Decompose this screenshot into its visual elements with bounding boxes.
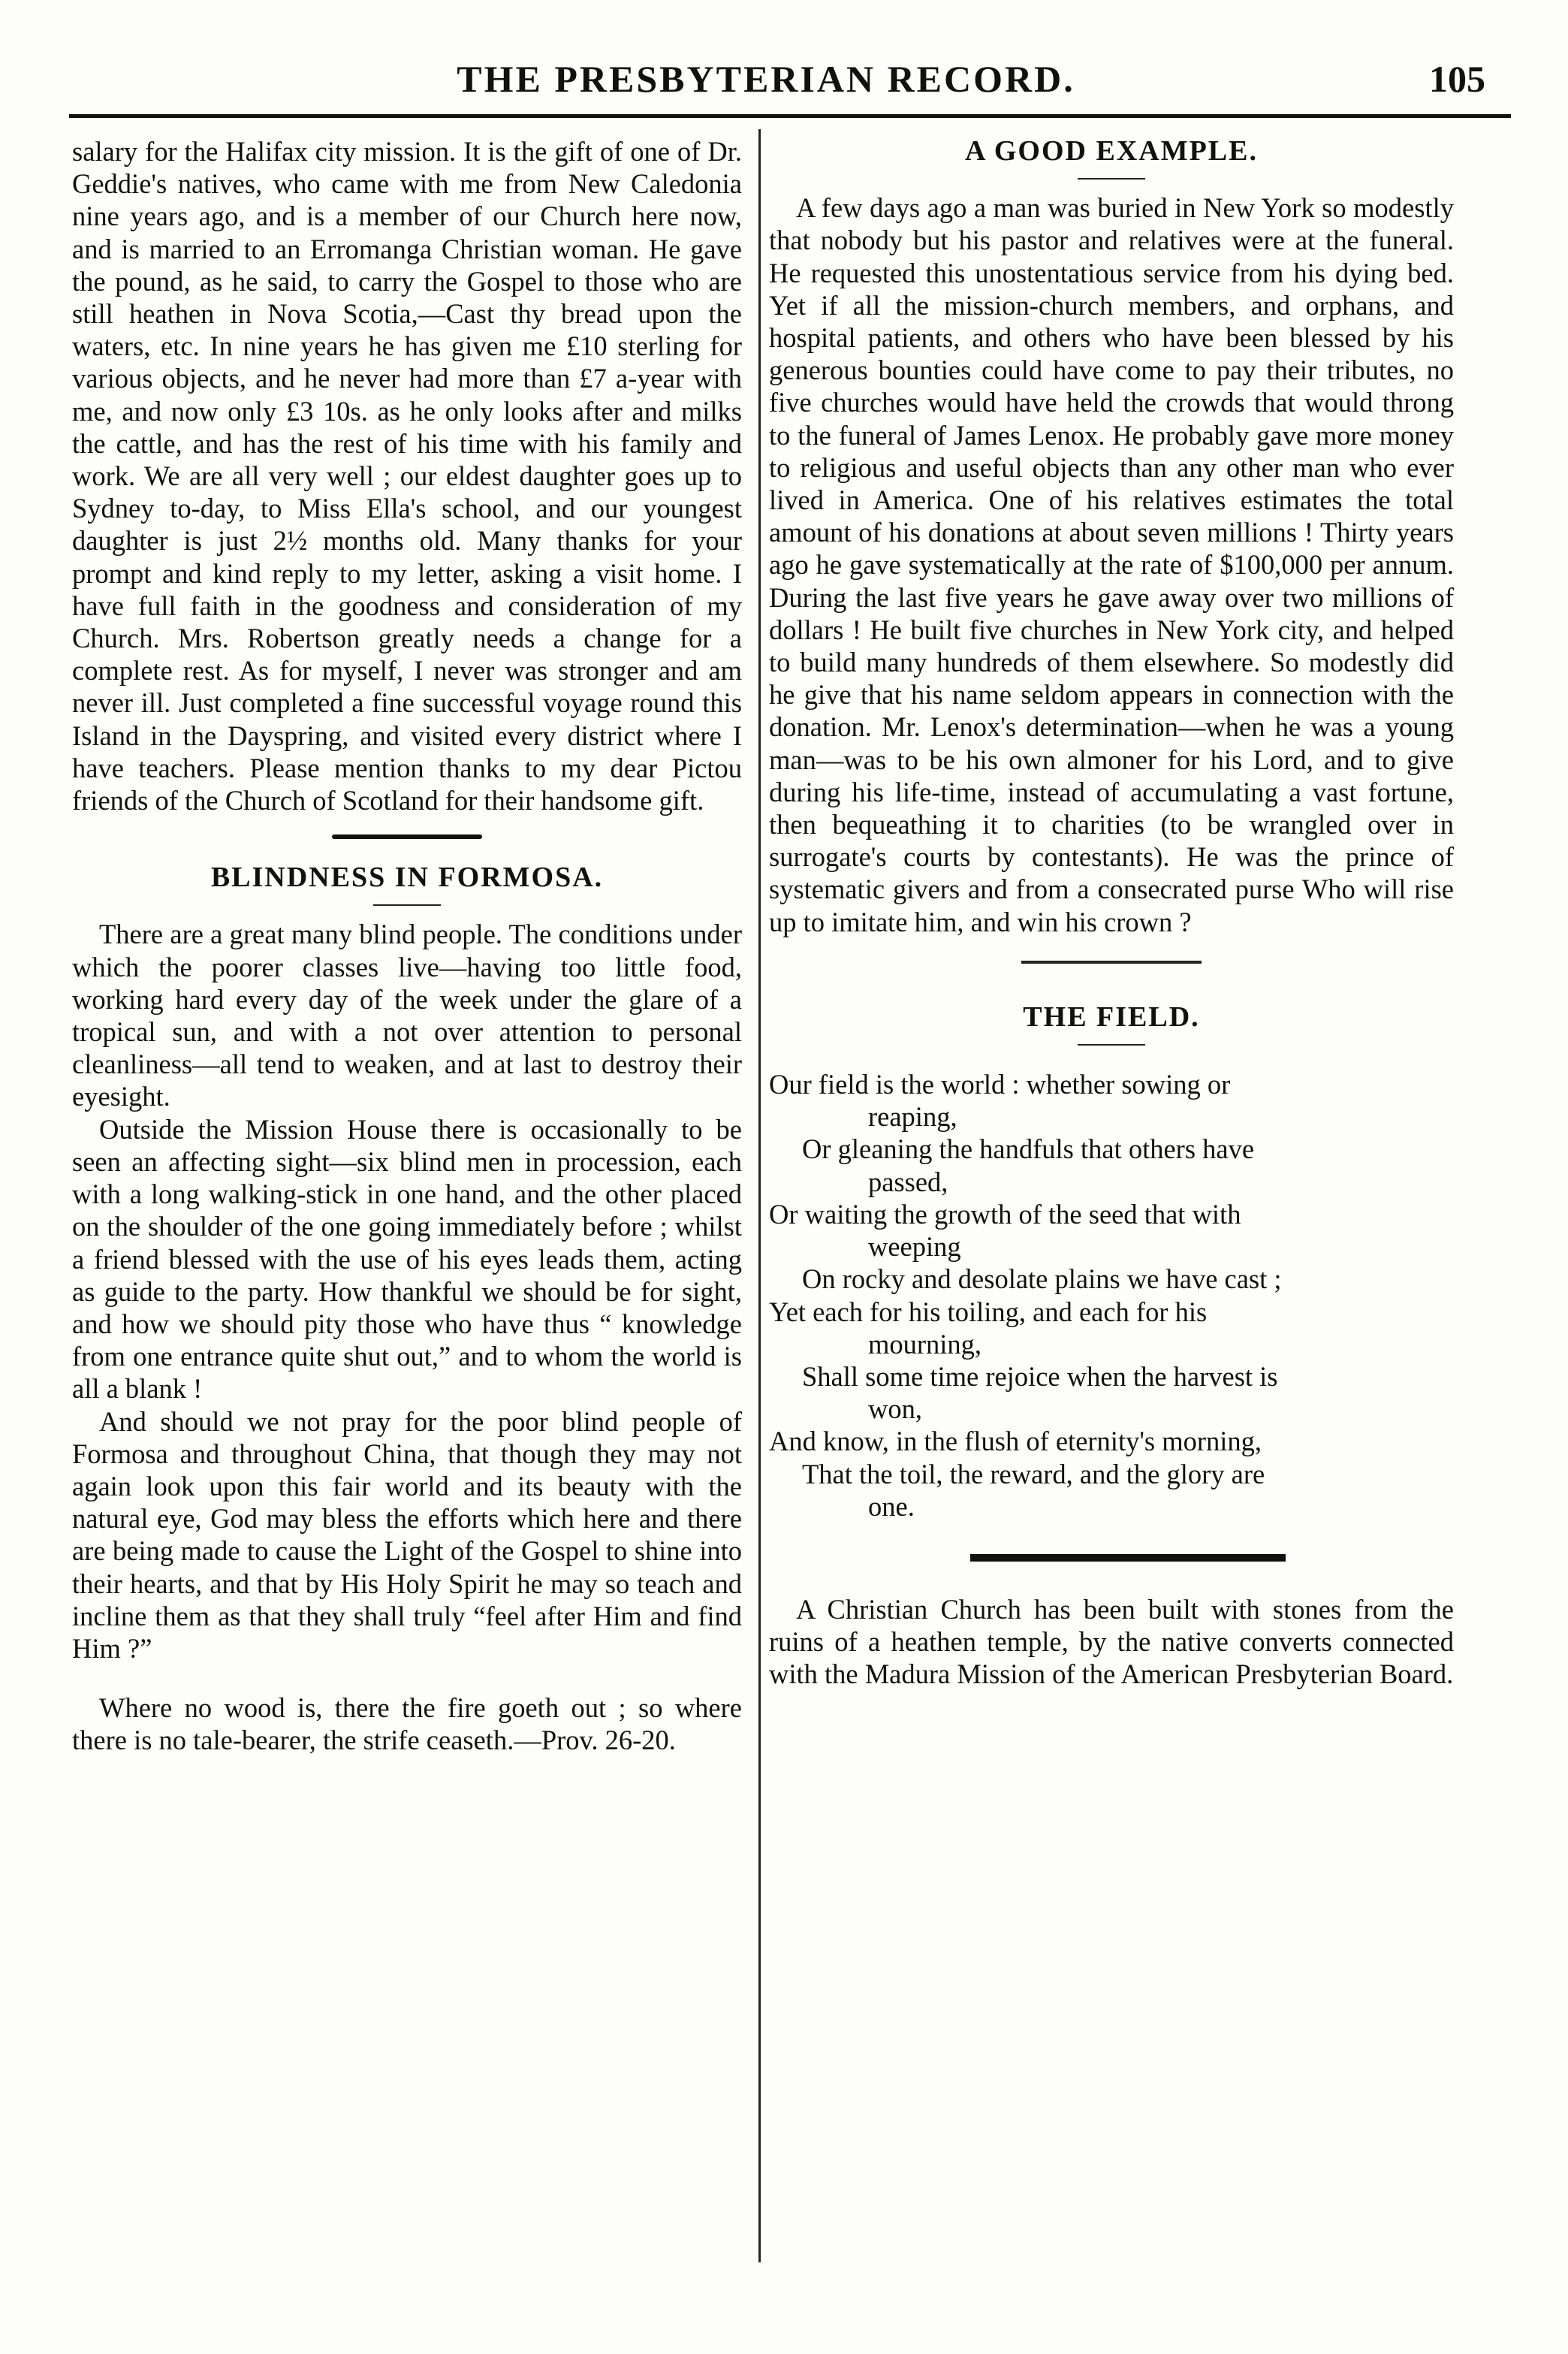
proverb-quote: Where no wood is, there the fire goeth out ; so where there is no tale-bearer, the strife ceaseth.—Prov. 26-20. (72, 1692, 742, 1756)
left-column (72, 135, 742, 1757)
poem-line: weeping (868, 1231, 961, 1263)
poem-line: Yet each for his toiling, and each for his (769, 1296, 1208, 1327)
running-head: THE PRESBYTERIAN RECORD. (457, 58, 1075, 100)
header-rule (69, 114, 1511, 118)
letter-paragraph: salary for the Halifax city mission. It is the gift of one of Dr. Geddie's natives, who came with me from New Caledonia nine years ago, and is a member of our Church here now, and is married to an Erromanga Christian woman. He gave the pound, as he said, to carry the Gospel to those who are still heathen in Nova Scotia,—Cast thy bread upon the waters, etc. In nine years he has given me £10 sterling for various objects, and he never had more than £7 a-year with me, and now only £3 10s. as he only looks after and milks the cattle, and has the rest of his time with his family and work. We are all very well ; our eldest daughter goes up to Sydney to-day, to Miss Ella's school, and our youngest daughter is just 2½ months old. Many thanks for your prompt and kind reply to my letter, asking a visit home. I have full faith in the goodness and consideration of my Church. Mrs. Robertson greatly needs a change for a complete rest. As for myself, I never was stronger and am never ill. Just completed a fine successful voyage round this Island in the Dayspring, and visited every district where I have teachers. Please mention thanks to my dear Pictou friends of the Church of Scotland for their handsome gift. (72, 136, 742, 816)
blindness-paragraph-3: And should we not pray for the poor blind people of Formosa and throughout China, that though they may not again look upon this fair world and its beauty with the natural eye, God may bless the efforts which here and there are being made to cause the Light of the Gospel to shine into their hearts, and that by His Holy Spirit he may so teach and incline them as that they shall truly “feel after Him and find Him ?” (72, 1405, 742, 1664)
poem-line: That the toil, the reward, and the glory are (802, 1458, 1265, 1489)
ornament-divider (332, 834, 482, 839)
poem-line: Our field is the world : whether sowing or (769, 1069, 1231, 1100)
poem-line: On rocky and desolate plains we have cast ; (802, 1263, 1282, 1295)
heading-rule (373, 904, 441, 906)
section-separator (1021, 961, 1202, 964)
field-heading: THE FIELD. (1023, 1000, 1200, 1033)
poem-line: And know, in the flush of eternity's morning, (769, 1426, 1262, 1457)
poem-line: mourning, (868, 1328, 982, 1360)
blindness-paragraph-1: There are a great many blind people. The conditions under which the poorer classes live—having too little food, working hard every day of the week under the glare of a tropical sun, and with a not over attention to personal cleanliness—all tend to weaken, and at last to destroy their eyesight. (72, 919, 742, 1112)
page-number: 105 (1429, 58, 1485, 100)
poem-line: Or waiting the growth of the seed that with (769, 1198, 1241, 1230)
heading-rule (1078, 1044, 1145, 1046)
poem-line: won, (868, 1393, 922, 1425)
example-paragraph: A few days ago a man was buried in New York so modestly that nobody but his pastor and relatives were at the funeral. He requested this unostentatious service from his dying bed. Yet if all the mission-church members, and orphans, and hospital patients, and others who have been blessed by his generous bounties could have come to pay their tributes, no five churches would have held the crowds that would throng to the funeral of James Lenox. He probably gave more money to religious and useful objects than any other man who ever lived in America. One of his relatives estimates the total amount of his donations at about seven millions ! Thirty years ago he gave systematically at the rate of $100,000 per annum. During the last five years he gave away over two millions of dollars ! He built five churches in New York city, and helped to build many hundreds of them elsewhere. So modestly did he give that his name seldom appears in connection with the donation. Mr. Lenox's determination—when he was a young man—was to be his own almoner for his Lord, and to give during his life-time, instead of accumulating a vast fortune, then bequeathing it to charities (to be wrangled over in surrogate's courts by contestants). He was the prince of systematic givers and from a consecrated purse Who will rise up to imitate him, and win his crown ? (769, 192, 1454, 937)
madura-note: A Christian Church has been built with stones from the ruins of a heathen temple, by the native converts connected with the Madura Mission of the American Presbyterian Board. (769, 1593, 1454, 1690)
field-poem (769, 1068, 1454, 1523)
heading-rule (1078, 178, 1145, 180)
poem-line: Or gleaning the handfuls that others have (802, 1133, 1255, 1165)
column-divider (758, 129, 761, 2262)
poem-line: one. (868, 1490, 915, 1522)
section-separator (970, 1554, 1286, 1562)
blindness-heading: BLINDNESS IN FORMOSA. (210, 862, 604, 894)
poem-line: reaping, (868, 1101, 957, 1133)
right-column (769, 135, 1454, 1691)
poem-line: Shall some time rejoice when the harvest is (802, 1360, 1278, 1392)
blindness-paragraph-2: Outside the Mission House there is occasionally to be seen an affecting sight—six blind men in procession, each with a long walking-stick in one hand, and the other placed on the shoulder of the one going immediately before ; whilst a friend blessed with the use of his eyes leads them, acting as guide to the party. How thankful we should be for sight, and how we should pity those who have thus “ knowledge from one entrance quite shut out,” and to whom the world is all a blank ! (72, 1113, 742, 1405)
example-heading: A GOOD EXAMPLE. (965, 135, 1258, 167)
poem-line: passed, (868, 1166, 948, 1197)
